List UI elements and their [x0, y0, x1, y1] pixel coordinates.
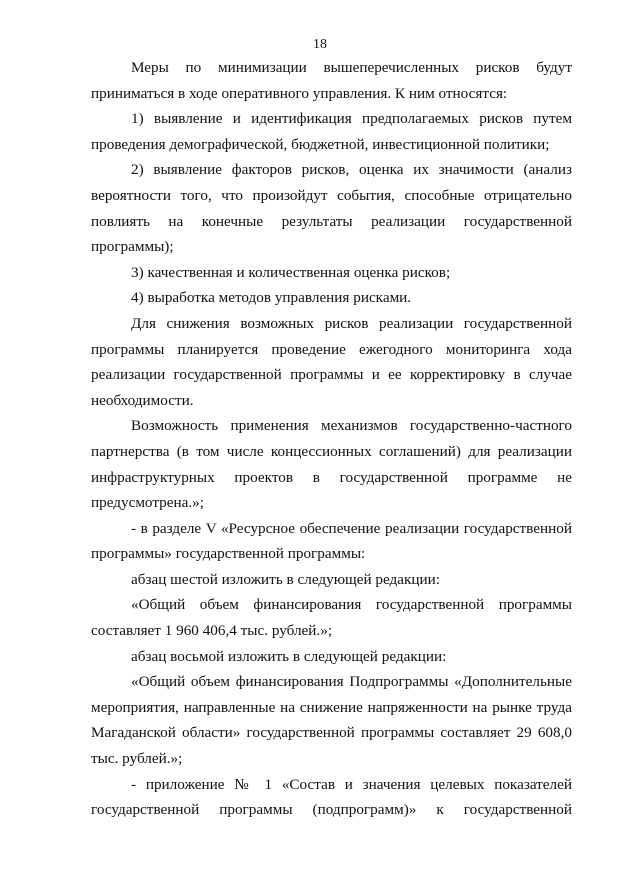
paragraph-subprogram-financing: «Общий объем финансирования Подпрограммы «Дополнительные мероприятия, направленные на снижение напряженности на рынке труда Магаданской области» государственной программы составляет 29 608,0 тыс. рублей.»;: [91, 673, 572, 768]
paragraph-item-1: 1) выявление и идентификация предполагаемых рисков путем проведения демографической, бюджетной, инвестиционной политики;: [91, 110, 572, 153]
paragraph-item-3: 3) качественная и количественная оценка рисков;: [131, 263, 451, 281]
paragraph-sixth-clause: абзац шестой изложить в следующей редакции:: [131, 570, 440, 588]
paragraph-total-financing: «Общий объем финансирования государственной программы составляет 1 960 406,4 тыс. рублей.»;: [91, 596, 572, 640]
paragraph-section-v: - в разделе V «Ресурсное обеспечение реализации государственной программы» государственной программы:: [91, 519, 572, 563]
page-number: 18: [313, 37, 327, 52]
paragraph-risk-measures: Меры по минимизации вышеперечисленных рисков будут приниматься в ходе оперативного управления. К ним относятся:: [91, 59, 572, 102]
paragraph-item-4: 4) выработка методов управления рисками.: [131, 289, 412, 307]
paragraph-appendix-1: - приложение № 1 «Состав и значения целевых показателей государственной программы (подпрограмм)» к государственной: [91, 775, 572, 819]
document-body: [91, 55, 572, 823]
paragraph-eighth-clause: абзац восьмой изложить в следующей редакции:: [131, 647, 447, 665]
paragraph-monitoring: Для снижения возможных рисков реализации государственной программы планируется проведение ежегодного мониторинга хода реализации государственной программы и ее корректировку в случае необходимости.: [91, 314, 572, 409]
paragraph-ppp: Возможность применения механизмов государственно-частного партнерства (в том числе концессионных соглашений) для реализации инфраструктурных проектов в государственной программе не предусмотрена.»;: [91, 417, 572, 512]
paragraph-item-2: 2) выявление факторов рисков, оценка их значимости (анализ вероятности того, что произойдут события, способные отрицательно повлиять на конечные результаты реализации государственной программы);: [91, 161, 572, 256]
